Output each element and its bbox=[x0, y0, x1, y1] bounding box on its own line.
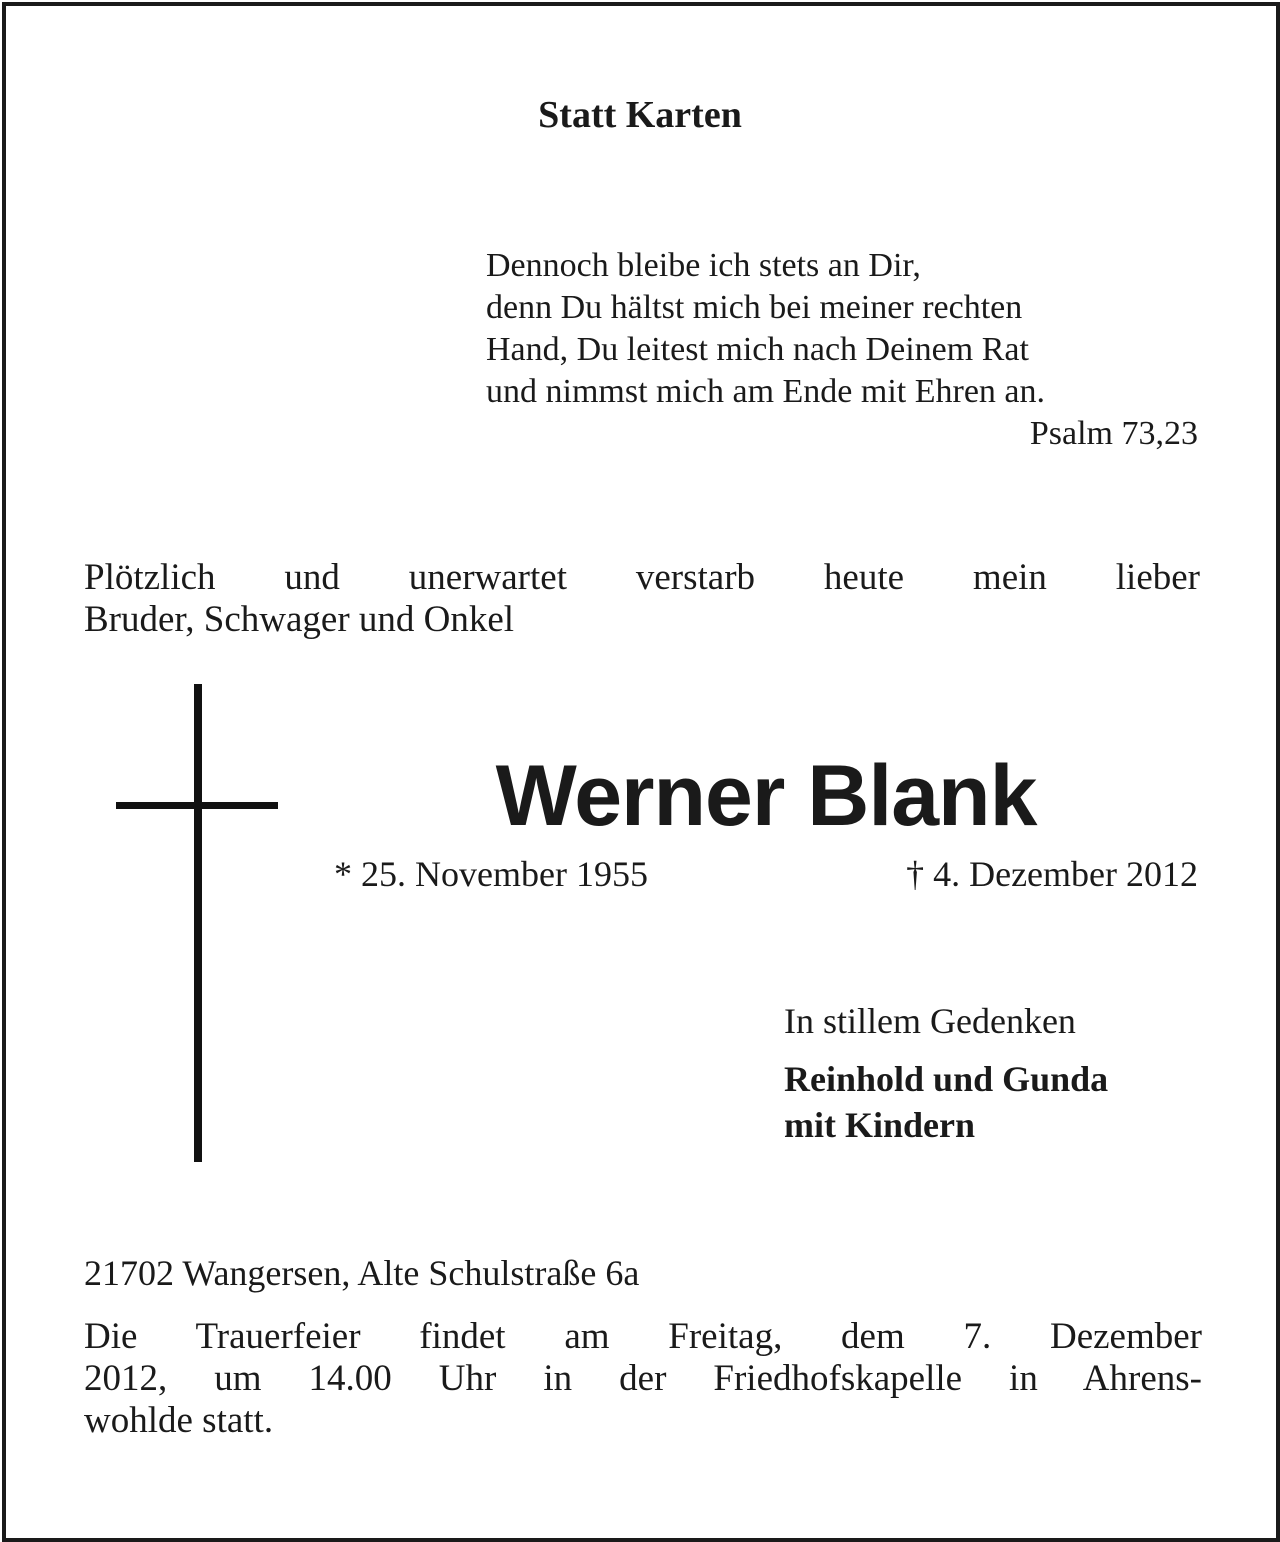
funeral-line-3: wohlde statt. bbox=[84, 1400, 274, 1441]
funeral-notice bbox=[84, 1316, 1202, 1442]
cross-icon bbox=[116, 684, 280, 1162]
psalm-line-2: denn Du hältst mich bei meiner rechten bbox=[486, 289, 1023, 326]
mourner-address: 21702 Wangersen, Alte Schulstraße 6a bbox=[84, 1253, 640, 1293]
mourners-line-1: Reinhold und Gunda bbox=[784, 1059, 1109, 1099]
mourners-intro: In stillem Gedenken bbox=[784, 1001, 1076, 1041]
heading-statt-karten: Statt Karten bbox=[538, 94, 742, 136]
birth-date: * 25. November 1955 bbox=[334, 854, 648, 894]
life-dates bbox=[334, 853, 1198, 895]
intro-line-2: Bruder, Schwager und Onkel bbox=[84, 599, 515, 640]
psalm-quote bbox=[486, 245, 1198, 455]
funeral-line-2: 2012, um 14.00 Uhr in der Friedhofskapelle in Ahrens- bbox=[84, 1358, 1202, 1399]
deceased-name: Werner Blank bbox=[495, 748, 1037, 844]
mourners-block bbox=[784, 1000, 1204, 1148]
mourners-names bbox=[784, 1056, 1204, 1148]
cross-vertical-bar bbox=[194, 684, 202, 1162]
intro-line-1: Plötzlich und unerwartet verstarb heute mein lieber bbox=[84, 557, 1200, 598]
psalm-line-3: Hand, Du leitest mich nach Deinem Rat bbox=[486, 331, 1029, 368]
cross-horizontal-bar bbox=[116, 802, 278, 809]
mourners-line-2: mit Kindern bbox=[784, 1105, 976, 1145]
announcement-intro bbox=[84, 557, 1200, 641]
psalm-reference: Psalm 73,23 bbox=[1029, 415, 1198, 452]
funeral-line-1: Die Trauerfeier findet am Freitag, dem 7. Dezember bbox=[84, 1316, 1202, 1357]
psalm-line-4: und nimmst mich am Ende mit Ehren an. bbox=[486, 373, 1046, 410]
psalm-line-1: Dennoch bleibe ich stets an Dir, bbox=[486, 247, 921, 284]
death-date: † 4. Dezember 2012 bbox=[906, 854, 1198, 894]
